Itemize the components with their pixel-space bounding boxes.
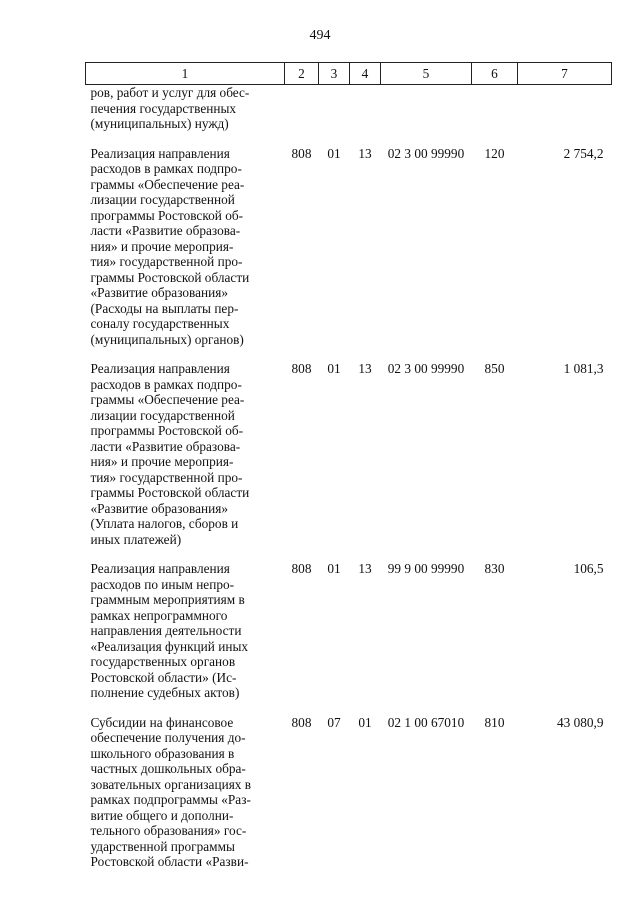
- description-line: граммы Ростовской области: [90, 485, 250, 500]
- amount: [518, 85, 612, 146]
- description-line: соналу государственных: [90, 316, 230, 331]
- description-line: «Развитие образования»: [90, 500, 229, 516]
- subsection-code: 13: [358, 145, 372, 161]
- description-line: (муниципальных) органов): [90, 331, 244, 347]
- expense-type-code: 830: [484, 561, 505, 576]
- section-code: 01: [327, 361, 341, 376]
- description-line: ласти «Развитие образова-: [90, 438, 241, 454]
- row-description: [86, 561, 285, 715]
- description-line: лизации государственной: [90, 192, 235, 207]
- expense-type-code: 850: [484, 361, 505, 376]
- subsection-code: 13: [358, 561, 372, 576]
- column-header-2: 2: [285, 63, 319, 85]
- amount: 106,5: [573, 561, 604, 576]
- table-row: [86, 715, 612, 870]
- target-article-code: 02 3 00 99990: [387, 145, 465, 161]
- description-line: витие общего и дополни-: [90, 807, 234, 823]
- ministry-code: 808: [291, 714, 312, 730]
- description-line: иных платежей): [90, 531, 182, 547]
- ministry-code: 808: [291, 145, 312, 161]
- ministry-code: [285, 85, 319, 146]
- description-line: ния» и прочие мероприя-: [90, 454, 234, 469]
- row-description: [86, 361, 285, 561]
- section-code: 01: [327, 561, 341, 576]
- description-line: (Уплата налогов, сборов и: [90, 516, 239, 531]
- expense-type-code: 120: [484, 145, 505, 161]
- description-line: тия» государственной про-: [90, 469, 243, 485]
- description-line: (муниципальных) нужд): [90, 116, 229, 131]
- ministry-code: 808: [291, 361, 312, 376]
- description-line: ласти «Развитие образова-: [90, 223, 241, 238]
- description-line: Субсидии на финансовое: [90, 714, 234, 730]
- amount: 43 080,9: [556, 714, 604, 730]
- description-line: программы Ростовской об-: [90, 207, 244, 223]
- table-row: [86, 85, 612, 146]
- description-line: граммы Ростовской области: [90, 269, 250, 285]
- section-code: [319, 85, 350, 146]
- description-line: обеспечение получения до-: [90, 730, 246, 745]
- description-line: частных дошкольных обра-: [90, 761, 246, 776]
- target-article-code: 02 1 00 67010: [387, 714, 465, 730]
- column-header-3: 3: [319, 63, 350, 85]
- description-line: граммы «Обеспечение реа-: [90, 176, 245, 192]
- description-line: (Расходы на выплаты пер-: [90, 300, 239, 316]
- description-line: Ростовской области «Разви-: [90, 854, 249, 869]
- column-header-1: 1: [86, 63, 285, 85]
- subsection-code: 13: [358, 361, 372, 376]
- description-line: граммы «Обеспечение реа-: [90, 392, 245, 407]
- expense-type-code: [472, 85, 518, 146]
- budget-table: [85, 62, 612, 870]
- description-line: граммным мероприятиям в: [90, 592, 245, 607]
- table-row: [86, 561, 612, 715]
- description-line: ров, работ и услуг для обес-: [90, 85, 250, 100]
- description-line: зовательных организациях в: [90, 776, 252, 792]
- description-line: расходов в рамках подпро-: [90, 376, 242, 392]
- subsection-code: [350, 85, 381, 146]
- description-line: школьного образования в: [90, 745, 235, 761]
- section-code: 01: [327, 145, 341, 161]
- description-line: рамках подпрограммы «Раз-: [90, 792, 251, 807]
- row-description: [86, 715, 285, 870]
- description-line: ния» и прочие мероприя-: [90, 238, 234, 254]
- target-article-code: 02 3 00 99990: [387, 361, 465, 376]
- page-number: 494: [309, 28, 331, 43]
- amount: 1 081,3: [563, 361, 604, 376]
- description-line: направления деятельности: [90, 623, 242, 638]
- table-row: [86, 361, 612, 561]
- description-line: программы Ростовской об-: [90, 423, 244, 438]
- row-description: [86, 146, 285, 362]
- description-line: ударственной программы: [90, 838, 235, 854]
- column-header-4: 4: [350, 63, 381, 85]
- expense-type-code: 810: [484, 714, 505, 730]
- column-header-5: 5: [381, 63, 472, 85]
- description-line: рамках непрограммного: [90, 607, 228, 623]
- description-line: лизации государственной: [90, 407, 235, 423]
- description-line: «Развитие образования»: [90, 285, 229, 300]
- amount: 2 754,2: [563, 145, 604, 161]
- description-line: расходов в рамках подпро-: [90, 161, 242, 176]
- description-line: полнение судебных актов): [90, 685, 240, 700]
- description-line: расходов по иным непро-: [90, 576, 235, 592]
- description-line: тия» государственной про-: [90, 254, 243, 269]
- column-header-7: 7: [518, 63, 612, 85]
- description-line: печения государственных: [90, 100, 237, 116]
- description-line: Ростовской области» (Ис-: [90, 669, 237, 685]
- description-line: Реализация направления: [90, 561, 230, 576]
- row-description: [86, 85, 285, 146]
- column-header-6: 6: [472, 63, 518, 85]
- description-line: Реализация направления: [90, 361, 230, 376]
- section-code: 07: [327, 714, 341, 730]
- description-line: Реализация направления: [90, 145, 230, 161]
- target-article-code: 99 9 00 99990: [387, 561, 465, 576]
- table-header-row: [86, 63, 612, 85]
- target-article-code: [381, 85, 472, 146]
- description-line: тельного образования» гос-: [90, 823, 247, 838]
- table-row: [86, 146, 612, 362]
- description-line: «Реализация функций иных: [90, 638, 249, 654]
- description-line: государственных органов: [90, 654, 236, 669]
- subsection-code: 01: [358, 714, 372, 730]
- ministry-code: 808: [291, 561, 312, 576]
